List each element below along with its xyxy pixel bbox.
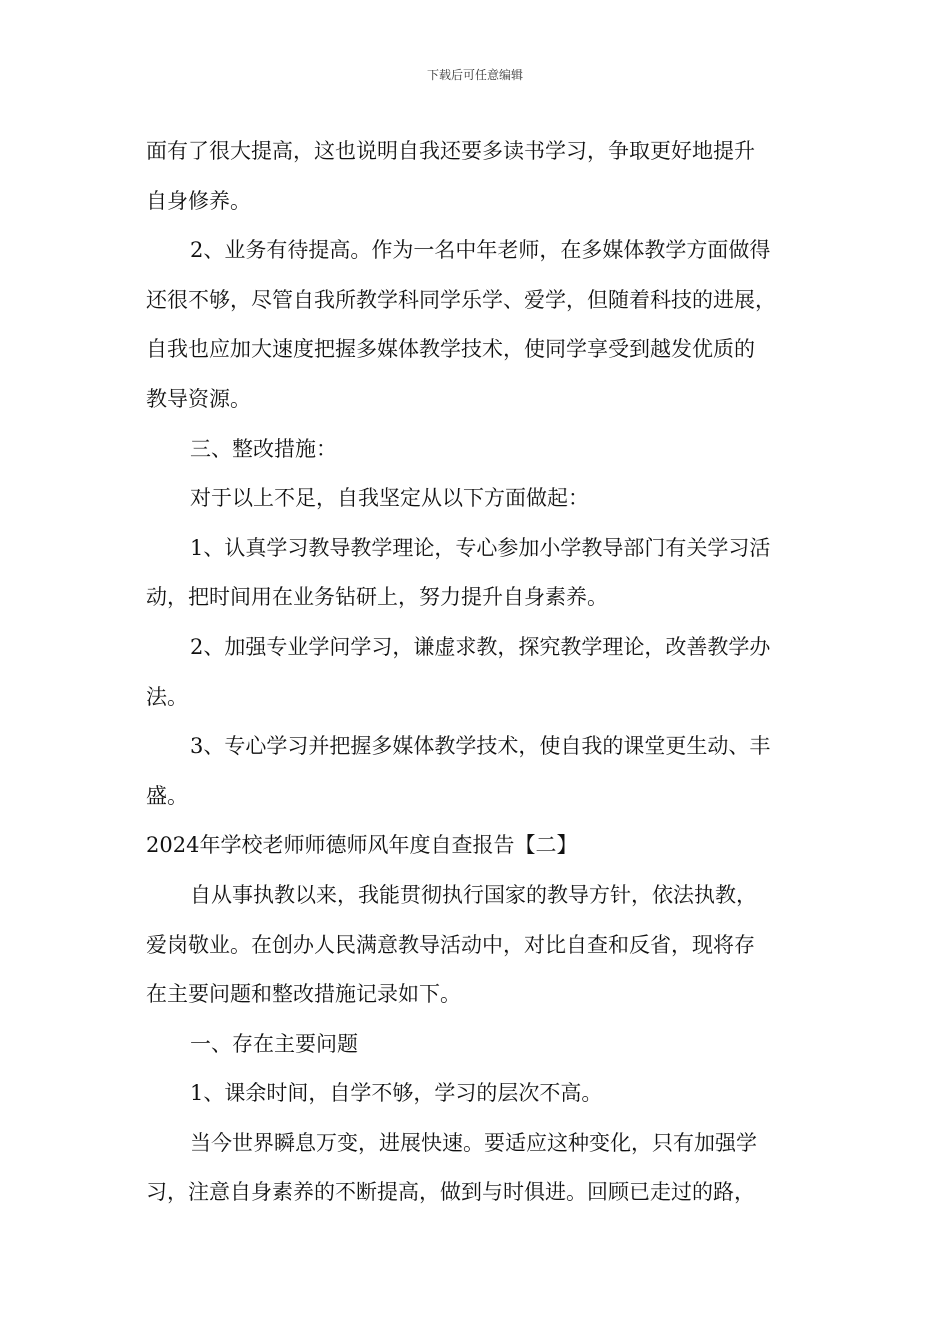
text-line: 爱岗敬业。在创办人民满意教导活动中，对比自查和反省，现将存 [146,932,755,957]
text-line: 1、认真学习教导教学理论，专心参加小学教导部门有关学习活 [190,535,771,560]
text-line: 盛。 [146,783,188,808]
text-line: 法。 [146,684,188,709]
text-line: 当今世界瞬息万变，进展快速。要适应这种变化，只有加强学 [190,1130,757,1155]
text-line: 1、课余时间，自学不够，学习的层次不高。 [190,1081,603,1106]
text-line: 面有了很大提高，这也说明自我还要多读书学习，争取更好地提升 [146,139,755,163]
section-heading: 三、整改措施： [190,436,337,461]
text-line: 自从事执教以来，我能贯彻执行国家的教导方针，依法执教， [190,882,757,907]
text-line: 还很不够，尽管自我所教学科同学乐学、爱学，但随着科技的进展， [146,287,776,312]
text-line: 2、业务有待提高。作为一名中年老师，在多媒体教学方面做得 [190,238,771,263]
text-line: 对于以上不足，自我坚定从以下方面做起： [190,486,589,511]
section-heading: 一、存在主要问题 [190,1031,358,1056]
text-line: 在主要问题和整改措施记录如下。 [146,982,461,1007]
document-body [146,127,826,1218]
text-line: 教导资源。 [146,386,251,411]
text-line: 2、加强专业学问学习，谦虚求教，探究教学理论，改善教学办 [190,634,771,659]
text-line: 自身修养。 [146,188,251,213]
text-line: 自我也应加大速度把握多媒体教学技术，使同学享受到越发优质的 [146,337,755,362]
text-line: 动，把时间用在业务钻研上，努力提升自身素养。 [146,585,608,610]
report-title: 2024年学校老师师德师风年度自查报告【二】 [146,833,578,858]
text-line: 习，注意自身素养的不断提高，做到与时俱进。回顾已走过的路， [146,1180,755,1205]
text-line: 3、专心学习并把握多媒体教学技术，使自我的课堂更生动、丰 [190,734,771,759]
page-header: 下载后可任意编辑 [426,68,523,82]
